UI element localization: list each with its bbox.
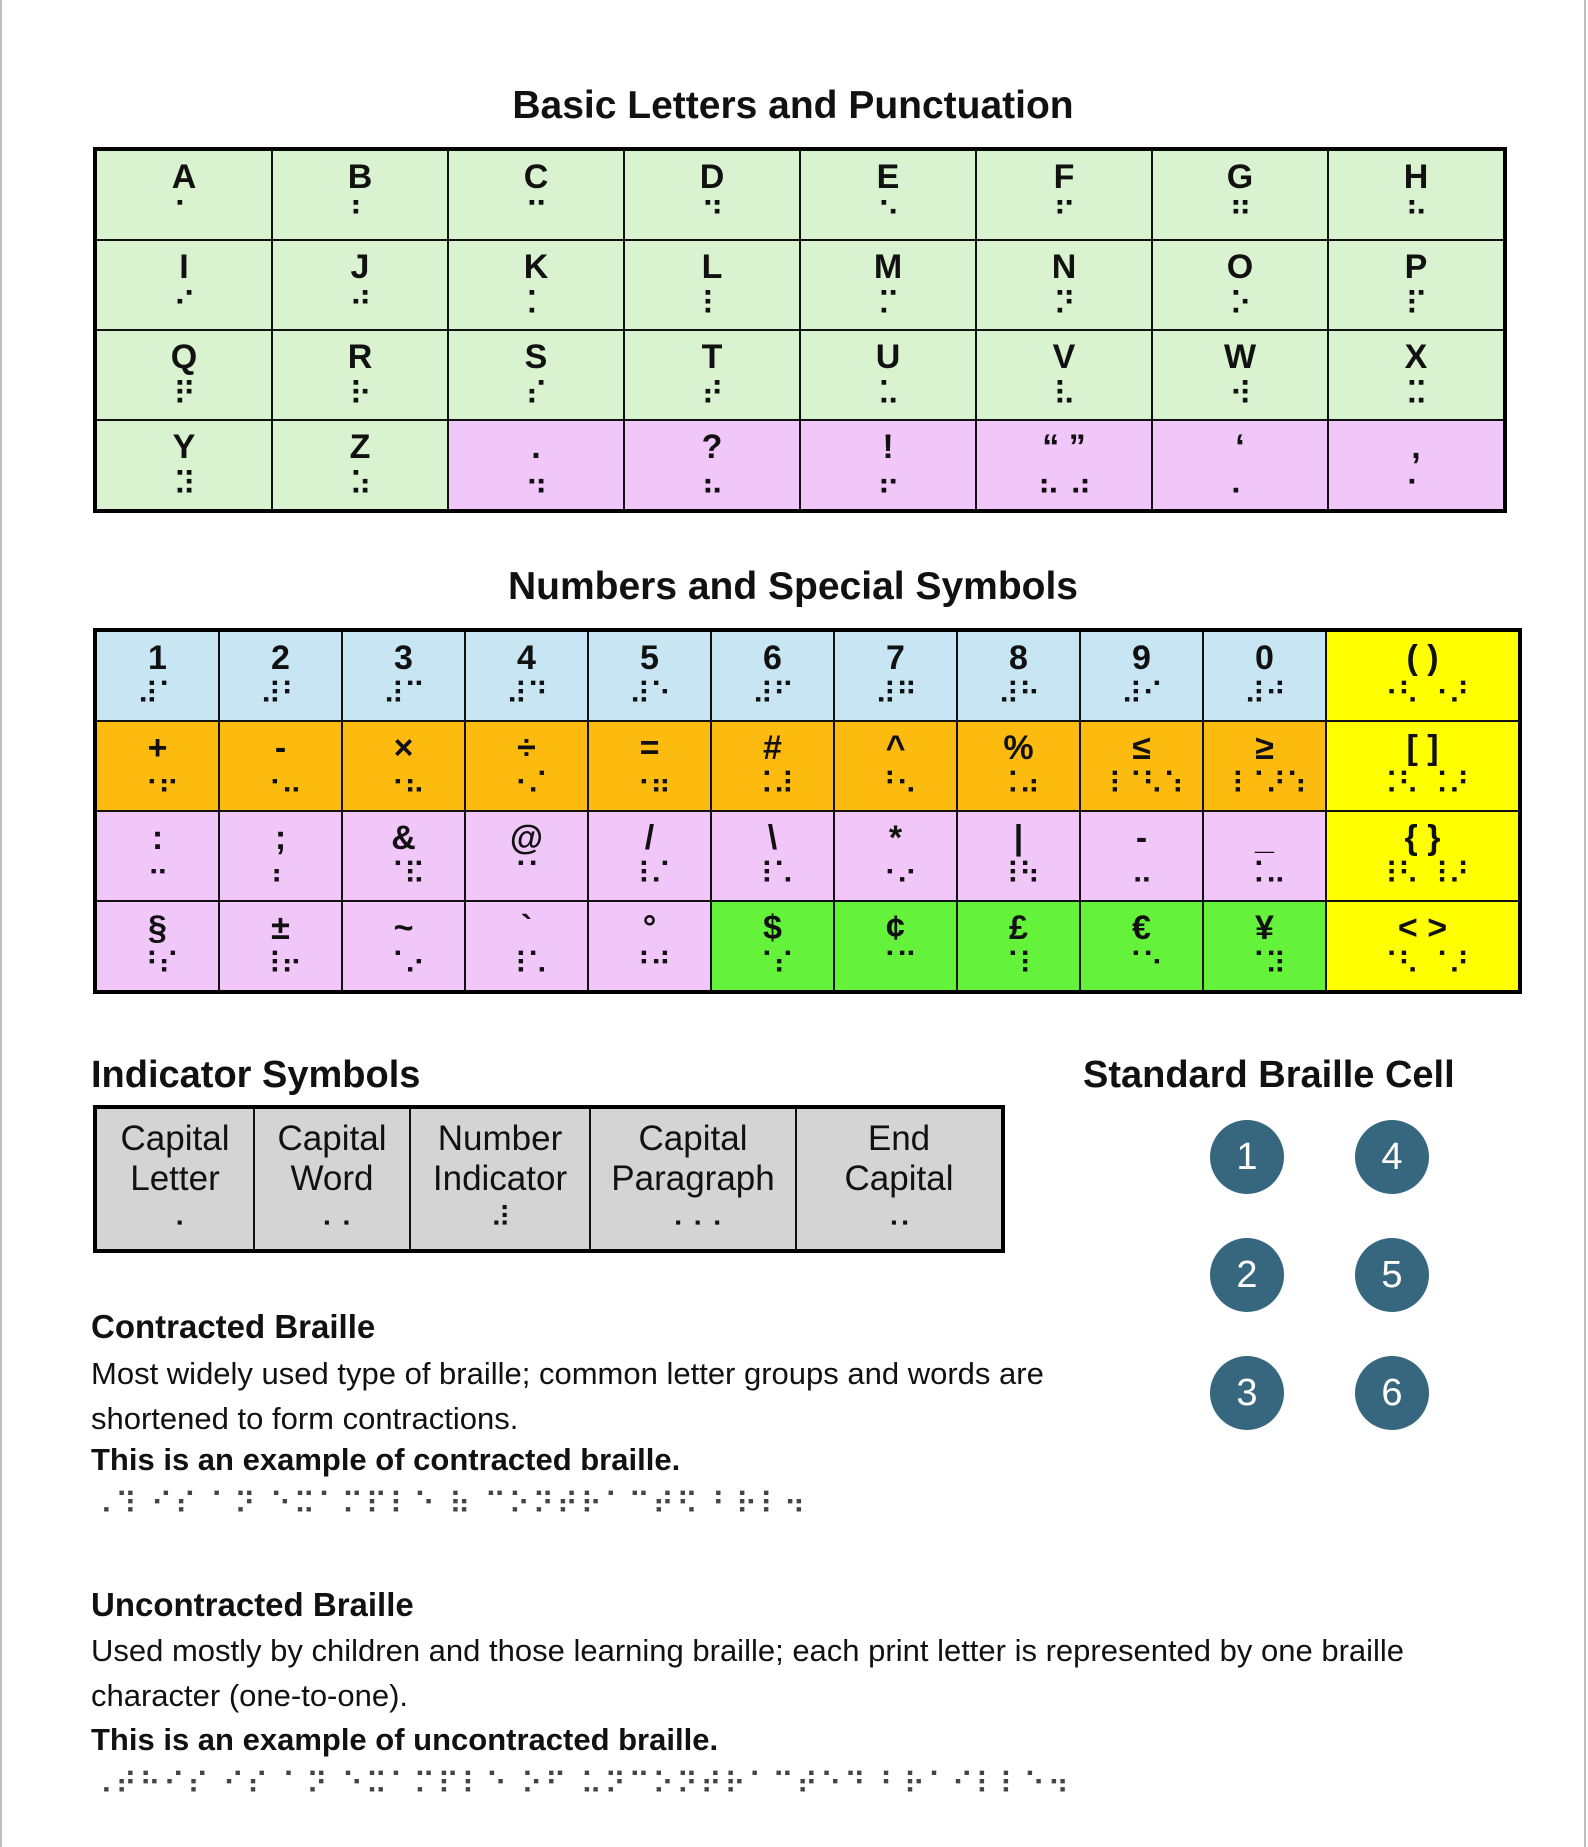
number-braille: ⠆ xyxy=(270,857,291,892)
number-symbol: @ xyxy=(509,819,544,857)
number-braille: ⠨⠤ xyxy=(1243,857,1286,892)
number-symbol: 3 xyxy=(394,639,413,677)
number-cell xyxy=(219,630,342,721)
letter-symbol: Z xyxy=(349,428,371,466)
number-symbol: : xyxy=(151,819,164,857)
number-symbol: ¢ xyxy=(886,909,905,947)
number-cell xyxy=(342,901,465,992)
letter-braille: ⠓ xyxy=(1404,195,1428,233)
letter-symbol: “ ” xyxy=(1042,428,1086,466)
letter-braille: ⠚ xyxy=(348,285,372,323)
uncontracted-example-label: This is an example of uncontracted braille. xyxy=(91,1722,719,1757)
number-braille: ⠈⠔ xyxy=(382,947,425,982)
number-cell xyxy=(1080,811,1203,901)
number-cell xyxy=(957,721,1080,811)
number-braille: ⠼⠃ xyxy=(259,677,302,712)
letter-row xyxy=(95,330,1505,420)
number-symbol: 5 xyxy=(640,639,659,677)
contracted-description: Most widely used type of braille; common letter groups and words are shortened to form contractions. xyxy=(91,1356,1044,1436)
letter-cell xyxy=(1152,330,1328,420)
number-braille: ⠼⠉ xyxy=(382,677,425,712)
number-braille: ⠨⠼ xyxy=(751,767,794,802)
number-cell xyxy=(342,630,465,721)
letter-symbol: P xyxy=(1404,248,1428,286)
letter-braille: ⠞ xyxy=(700,375,724,413)
number-cell xyxy=(588,630,711,721)
letter-braille: ⠦ xyxy=(700,465,724,503)
number-cell xyxy=(1203,721,1326,811)
letter-braille: ⠏ xyxy=(1404,285,1428,323)
number-symbol: ÷ xyxy=(517,729,536,767)
letter-braille: ⠇ xyxy=(700,285,724,323)
number-braille: ⠐⠦ xyxy=(382,767,425,802)
indicator-capital-paragraph xyxy=(590,1107,796,1251)
letter-symbol: ? xyxy=(701,428,723,466)
letter-symbol: M xyxy=(873,248,903,286)
letter-symbol: S xyxy=(524,338,548,376)
number-symbol: ` xyxy=(520,909,533,947)
number-cell xyxy=(711,811,834,901)
letter-cell xyxy=(624,240,800,330)
letter-cell xyxy=(1328,149,1505,240)
number-braille: ⠈⠎ xyxy=(751,947,794,982)
indicator-label: Capital Letter xyxy=(120,1119,230,1198)
indicator-braille: ⠠ xyxy=(165,1201,185,1234)
number-row xyxy=(95,811,1520,901)
number-braille: ⠼⠛ xyxy=(874,677,917,712)
number-braille: ⠼⠑ xyxy=(628,677,671,712)
letter-braille: ⠄ xyxy=(1228,465,1252,503)
number-symbol: 0 xyxy=(1255,639,1274,677)
number-symbol: ≥ xyxy=(1255,729,1274,767)
number-symbol: § xyxy=(148,909,167,947)
number-cell xyxy=(588,901,711,992)
braille-dot-1: 1 xyxy=(1210,1120,1284,1194)
number-braille: ⠈⠽ xyxy=(1243,947,1286,982)
letter-symbol: I xyxy=(179,248,189,286)
letter-cell xyxy=(95,240,272,330)
number-cell xyxy=(1203,901,1326,992)
letter-braille: ⠲ xyxy=(524,465,548,503)
number-braille: ⠸⠡ xyxy=(751,857,794,892)
indicator-braille: ⠠⠄ xyxy=(879,1201,919,1234)
letter-braille: ⠺ xyxy=(1228,375,1252,413)
number-symbol: # xyxy=(763,729,782,767)
number-cell xyxy=(711,901,834,992)
letter-symbol: G xyxy=(1226,158,1254,196)
letter-cell xyxy=(95,330,272,420)
indicator-label: Number Indicator xyxy=(432,1119,568,1198)
number-symbol: $ xyxy=(763,909,782,947)
number-braille: ⠼⠙ xyxy=(505,677,548,712)
letter-braille: ⠛ xyxy=(1228,195,1252,233)
number-cell xyxy=(834,901,957,992)
number-braille: ⠐⠣ ⠐⠜ xyxy=(1376,677,1469,712)
number-cell xyxy=(1326,811,1520,901)
number-cell xyxy=(711,721,834,811)
letter-braille: ⠃ xyxy=(348,195,372,233)
letter-cell xyxy=(1328,330,1505,420)
contracted-example-braille: ⠠⠹ ⠊⠎ ⠁⠝ ⠑⠭⠁⠍⠏⠇⠑ ⠷ ⠉⠕⠝⠞⠗⠁⠉⠞⠫ ⠃⠗⠇⠲ xyxy=(91,1487,808,1522)
numbers-symbols-title: Numbers and Special Symbols xyxy=(507,565,1078,608)
indicator-label: End Capital xyxy=(844,1119,954,1198)
letter-cell xyxy=(624,420,800,511)
number-braille: ⠼⠋ xyxy=(751,677,794,712)
number-symbol: & xyxy=(391,819,416,857)
indicator-braille: ⠠⠠ xyxy=(312,1201,352,1234)
number-cell xyxy=(342,811,465,901)
number-cell xyxy=(465,630,588,721)
number-symbol: % xyxy=(1003,729,1034,767)
number-cell xyxy=(219,811,342,901)
number-cell xyxy=(588,811,711,901)
letter-symbol: L xyxy=(701,248,723,286)
letter-braille: ⠦ ⠴ xyxy=(1036,465,1092,503)
number-braille: ⠨⠣ ⠨⠜ xyxy=(1376,767,1469,802)
number-symbol: = xyxy=(639,729,660,767)
number-cell xyxy=(834,811,957,901)
letter-cell xyxy=(976,420,1152,511)
indicator-symbols-title: Indicator Symbols xyxy=(91,1054,421,1096)
braille-dot-5: 5 xyxy=(1355,1238,1429,1312)
number-braille: ⠼⠊ xyxy=(1120,677,1163,712)
number-braille: ⠒ xyxy=(147,857,168,892)
number-braille: ⠼⠓ xyxy=(997,677,1040,712)
letter-braille: ⠽ xyxy=(172,465,196,503)
number-symbol: ± xyxy=(271,909,290,947)
number-cell xyxy=(95,721,219,811)
number-symbol: ¥ xyxy=(1255,909,1274,947)
uncontracted-description: Used mostly by children and those learning braille; each print letter is represented by one braille character (one-to-one). xyxy=(91,1633,1405,1713)
letter-symbol: F xyxy=(1053,158,1075,196)
indicator-label: Capital Word xyxy=(277,1119,387,1198)
number-symbol: ≤ xyxy=(1132,729,1151,767)
number-braille: ⠘⠎ xyxy=(136,947,179,982)
number-braille: ⠸⠣ ⠸⠜ xyxy=(1376,857,1469,892)
number-braille: ⠸⠳ xyxy=(997,857,1040,892)
letter-braille: ⠎ xyxy=(524,375,548,413)
number-cell xyxy=(957,811,1080,901)
number-symbol: { } xyxy=(1404,819,1441,857)
number-cell xyxy=(957,630,1080,721)
indicator-capital-word xyxy=(254,1107,410,1251)
letter-braille: ⠖ xyxy=(876,465,900,503)
page-border-right xyxy=(1584,0,1586,1847)
number-symbol: × xyxy=(393,729,414,767)
basic-letters-table xyxy=(93,147,1507,513)
number-braille: ⠐⠶ xyxy=(628,767,671,802)
number-symbol: 6 xyxy=(763,639,782,677)
number-symbol: + xyxy=(147,729,168,767)
number-braille: ⠸⠈⠜⠱ xyxy=(1222,767,1307,802)
number-symbol: _ xyxy=(1255,819,1274,857)
number-symbol: ~ xyxy=(393,909,414,947)
number-cell xyxy=(95,811,219,901)
letter-braille: ⠭ xyxy=(1404,375,1428,413)
letter-braille: ⠕ xyxy=(1228,285,1252,323)
number-symbol: - xyxy=(274,729,287,767)
number-symbol: 9 xyxy=(1132,639,1151,677)
uncontracted-heading: Uncontracted Braille xyxy=(91,1586,414,1623)
letter-cell xyxy=(1152,240,1328,330)
indicator-symbols-table xyxy=(93,1105,1005,1253)
letter-row xyxy=(95,420,1505,511)
indicator-capital-letter xyxy=(95,1107,254,1251)
number-symbol: ; xyxy=(274,819,287,857)
number-cell xyxy=(465,811,588,901)
letter-symbol: J xyxy=(350,248,370,286)
number-symbol: £ xyxy=(1009,909,1028,947)
letter-braille: ⠅ xyxy=(524,285,548,323)
letter-cell xyxy=(976,330,1152,420)
letter-row xyxy=(95,240,1505,330)
number-cell xyxy=(342,721,465,811)
letter-braille: ⠋ xyxy=(1052,195,1076,233)
letter-symbol: W xyxy=(1223,338,1257,376)
letter-symbol: R xyxy=(347,338,373,376)
number-row xyxy=(95,630,1520,721)
number-symbol: 1 xyxy=(148,639,167,677)
letter-symbol: A xyxy=(171,158,197,196)
letter-cell xyxy=(624,149,800,240)
indicator-braille: ⠠⠠⠠ xyxy=(663,1201,723,1234)
letter-cell xyxy=(1152,149,1328,240)
braille-dot-4: 4 xyxy=(1355,1120,1429,1194)
number-braille: ⠐⠔ xyxy=(874,857,917,892)
number-braille: ⠐⠤ xyxy=(259,767,302,802)
letter-symbol: , xyxy=(1411,428,1421,466)
contracted-heading: Contracted Braille xyxy=(91,1308,376,1345)
number-symbol: 4 xyxy=(517,639,536,677)
number-braille: ⠐⠖ xyxy=(136,767,179,802)
number-symbol: < > xyxy=(1397,909,1448,947)
letter-braille: ⠁ xyxy=(172,195,196,233)
letter-symbol: ‘ xyxy=(1235,428,1245,466)
page-border-left xyxy=(0,0,2,1847)
letter-cell xyxy=(272,149,448,240)
letter-cell xyxy=(448,149,624,240)
number-braille: ⠈⠯ xyxy=(382,857,425,892)
number-cell xyxy=(1080,630,1203,721)
letter-braille: ⠟ xyxy=(172,375,196,413)
number-braille: ⠼⠚ xyxy=(1243,677,1286,712)
number-braille: ⠼⠁ xyxy=(136,677,179,712)
letter-symbol: U xyxy=(875,338,901,376)
number-symbol: 2 xyxy=(271,639,290,677)
number-braille: ⠈⠣ ⠈⠜ xyxy=(1376,947,1469,982)
number-braille: ⠈⠁ xyxy=(505,857,548,892)
basic-letters-title: Basic Letters and Punctuation xyxy=(512,84,1074,127)
letter-cell xyxy=(624,330,800,420)
letter-symbol: E xyxy=(876,158,900,196)
number-cell xyxy=(834,630,957,721)
number-braille: ⠘⠢ xyxy=(874,767,917,802)
letter-braille: ⠙ xyxy=(700,195,724,233)
number-braille: ⠤ xyxy=(1131,857,1152,892)
number-braille: ⠸⠡ xyxy=(505,947,548,982)
letter-braille: ⠥ xyxy=(876,375,900,413)
letter-symbol: O xyxy=(1226,248,1254,286)
letter-braille: ⠗ xyxy=(348,375,372,413)
uncontracted-example-braille: ⠠⠞⠓⠊⠎ ⠊⠎ ⠁⠝ ⠑⠭⠁⠍⠏⠇⠑ ⠕⠋ ⠥⠝⠉⠕⠝⠞⠗⠁⠉⠞⠑⠙ ⠃⠗⠁⠊⠇⠇⠑⠲ xyxy=(91,1767,1072,1802)
number-symbol: 7 xyxy=(886,639,905,677)
letter-cell xyxy=(272,420,448,511)
number-symbol: 8 xyxy=(1009,639,1028,677)
number-braille: ⠈⠉ xyxy=(874,947,917,982)
number-braille: ⠘⠚ xyxy=(628,947,671,982)
letter-symbol: Y xyxy=(172,428,196,466)
number-symbol: [ ] xyxy=(1406,729,1439,767)
letter-cell xyxy=(1152,420,1328,511)
letter-cell xyxy=(448,240,624,330)
letter-cell xyxy=(800,240,976,330)
number-cell xyxy=(465,721,588,811)
indicator-row xyxy=(95,1107,1003,1251)
letter-braille: ⠊ xyxy=(172,285,196,323)
letter-cell xyxy=(800,330,976,420)
letter-cell xyxy=(1328,420,1505,511)
number-cell xyxy=(1080,901,1203,992)
letter-cell xyxy=(976,149,1152,240)
letter-braille: ⠍ xyxy=(876,285,900,323)
numbers-symbols-table xyxy=(93,628,1522,994)
letter-symbol: K xyxy=(523,248,549,286)
letter-symbol: C xyxy=(523,158,549,196)
number-cell xyxy=(588,721,711,811)
letter-cell xyxy=(448,330,624,420)
letter-cell xyxy=(448,420,624,511)
braille-dot-3: 3 xyxy=(1210,1356,1284,1430)
number-row xyxy=(95,721,1520,811)
letter-symbol: H xyxy=(1403,158,1429,196)
letter-cell xyxy=(976,240,1152,330)
letter-symbol: D xyxy=(699,158,725,196)
indicator-number xyxy=(410,1107,590,1251)
letter-symbol: ! xyxy=(882,428,894,466)
number-braille: ⠸⠌ xyxy=(628,857,671,892)
number-symbol: | xyxy=(1013,819,1024,857)
number-cell xyxy=(834,721,957,811)
number-cell xyxy=(1326,630,1520,721)
number-cell xyxy=(1080,721,1203,811)
letter-symbol: X xyxy=(1404,338,1428,376)
indicator-braille: ⠼ xyxy=(490,1201,510,1234)
letter-braille: ⠂ xyxy=(1404,465,1428,503)
number-cell xyxy=(95,901,219,992)
letter-symbol: B xyxy=(347,158,373,196)
contracted-example-label: This is an example of contracted braille. xyxy=(91,1442,681,1477)
number-symbol: ^ xyxy=(885,729,906,767)
letter-cell xyxy=(272,330,448,420)
number-braille: ⠨⠴ xyxy=(997,767,1040,802)
number-row xyxy=(95,901,1520,992)
number-cell xyxy=(219,901,342,992)
letter-cell xyxy=(95,420,272,511)
letter-symbol: T xyxy=(701,338,723,376)
letter-symbol: N xyxy=(1051,248,1077,286)
letter-braille: ⠉ xyxy=(524,195,548,233)
number-symbol: / xyxy=(644,819,655,857)
number-braille: ⠈⠑ xyxy=(1120,947,1163,982)
indicator-end-capital xyxy=(796,1107,1003,1251)
letter-cell xyxy=(272,240,448,330)
braille-dot-6: 6 xyxy=(1355,1356,1429,1430)
number-cell xyxy=(95,630,219,721)
number-braille: ⠸⠈⠣⠱ xyxy=(1099,767,1184,802)
letter-symbol: V xyxy=(1052,338,1076,376)
number-symbol: € xyxy=(1132,909,1151,947)
number-cell xyxy=(465,901,588,992)
number-symbol: - xyxy=(1135,819,1148,857)
number-cell xyxy=(1203,630,1326,721)
letter-row xyxy=(95,149,1505,240)
braille-cell-title: Standard Braille Cell xyxy=(1083,1054,1455,1096)
number-cell xyxy=(1326,721,1520,811)
letter-cell xyxy=(800,149,976,240)
number-symbol: ° xyxy=(642,909,657,947)
number-cell xyxy=(1326,901,1520,992)
number-cell xyxy=(219,721,342,811)
letter-cell xyxy=(800,420,976,511)
letter-symbol: Q xyxy=(170,338,198,376)
number-cell xyxy=(1203,811,1326,901)
letter-braille: ⠧ xyxy=(1052,375,1076,413)
letter-braille: ⠝ xyxy=(1052,285,1076,323)
number-symbol: * xyxy=(888,819,903,857)
braille-dot-2: 2 xyxy=(1210,1238,1284,1312)
letter-cell xyxy=(1328,240,1505,330)
letter-cell xyxy=(95,149,272,240)
number-braille: ⠈⠇ xyxy=(997,947,1040,982)
number-braille: ⠸⠖ xyxy=(259,947,302,982)
number-braille: ⠐⠌ xyxy=(505,767,548,802)
letter-braille: ⠵ xyxy=(348,465,372,503)
indicator-label: Capital Paragraph xyxy=(611,1119,775,1198)
number-cell xyxy=(957,901,1080,992)
number-cell xyxy=(711,630,834,721)
number-symbol: ( ) xyxy=(1406,639,1439,677)
letter-braille: ⠑ xyxy=(876,195,900,233)
letter-symbol: . xyxy=(531,428,541,466)
number-symbol: \ xyxy=(767,819,778,857)
